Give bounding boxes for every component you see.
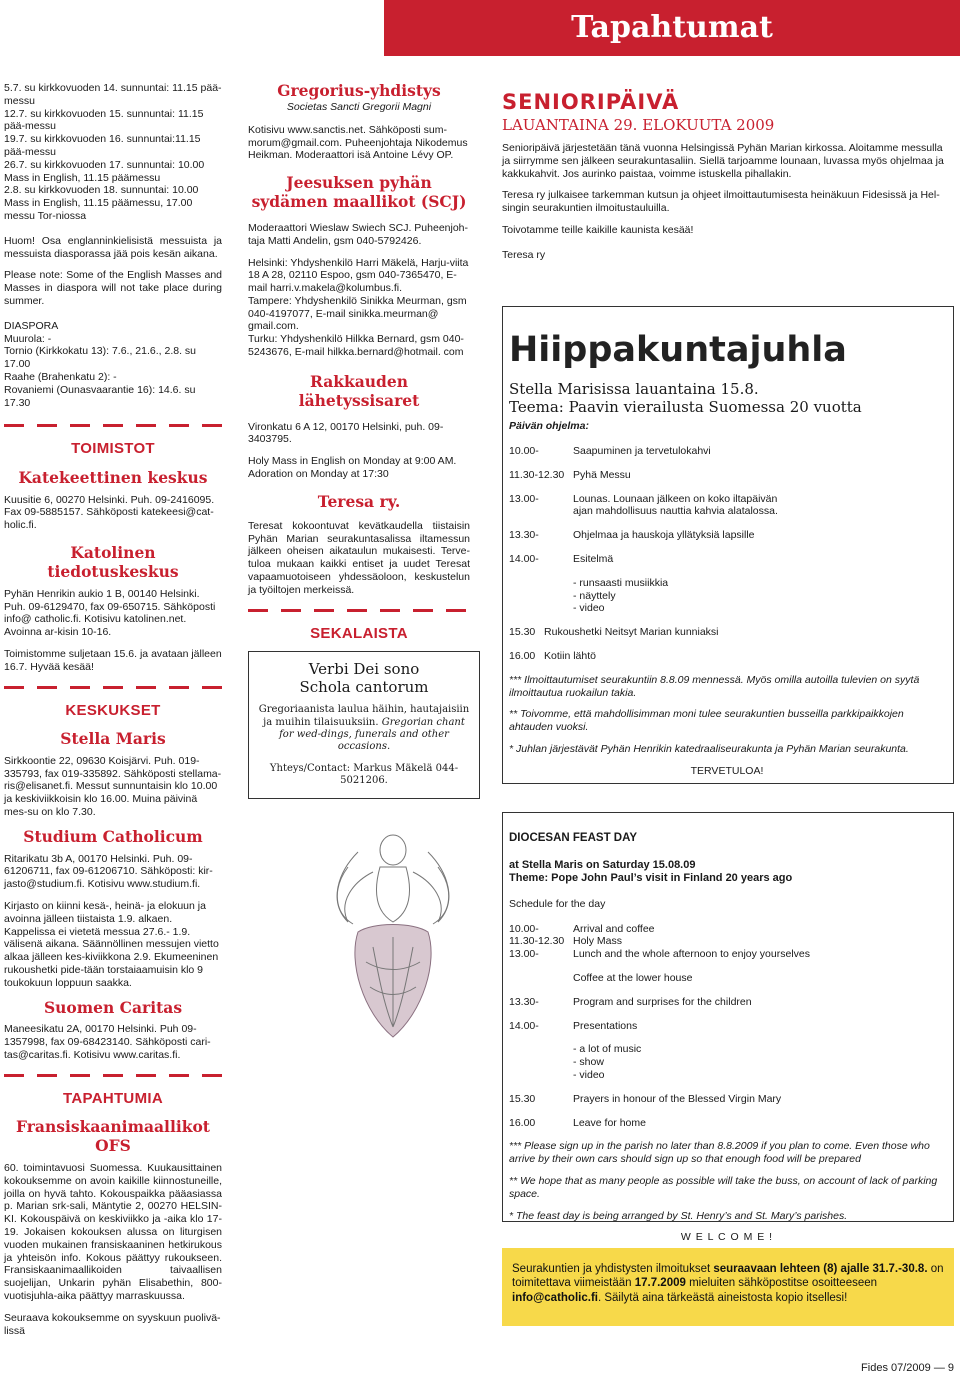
mass-item: 5.7. su kirkkovuoden 14. sunnuntai: 11.15 pää-messu [4,82,222,107]
senior-title: SENIORIPÄIVÄ [502,90,680,114]
list-item: - a lot of music [573,1043,642,1056]
heading-tiedotuskeskus: Katolinen tiedotuskeskus [47,542,179,581]
schedule-row: 10.00- Arrival and coffee [509,922,655,935]
holy-mass-text: Holy Mass in English on Monday at 9:00 AM. Adoration on Monday at 17:30 [248,455,457,481]
heading-katekeettinen: Katekeettinen keskus [18,467,208,487]
senior-signature: Teresa ry [502,248,546,261]
katekeettinen-text: Kuusitie 6, 00270 Helsinki. Puh. 09-2416095. Fax 09-5885157. Sähköposti katekeesi@cat-holic.fi. [4,493,215,532]
heading-studium: Studium Catholicum [23,826,203,846]
next-meeting-text: Seuraava kokouksemme on syyskuun puolivä-lissä [4,1311,221,1337]
choir-ad [248,651,480,799]
scj-helsinki: Helsinki: Yhdyshenkilö Harri Mäkelä, Harju-viita 18 A 28, 02110 Espoo, gsm 040-7365470, E-mail harri.v.makela@kolumbus.fi. [248,256,469,295]
divider [4,680,222,694]
scj-text: Moderaattori Wieslaw Swiech SCJ. Puheenjoh-taja Matti Andelin, gsm 040-5792426. [248,221,469,247]
schedule-row: 14.00- Presentations [509,1019,638,1032]
diaspora-item: Raahe (Brahenkatu 2): - [4,370,117,383]
divider [4,418,222,432]
scj-turku: Turku: Yhdyshenkilö Hilkka Bernard, gsm 040-5243676, E-mail hilkka.bernard@hotmail. com [248,333,464,359]
diocesan-feast-fi [502,306,954,784]
column-right [502,90,952,261]
schedule-row: 16.00 Leave for home [509,1116,646,1129]
page-footer: Fides 07/2009 — 9 [861,1362,954,1374]
diaspora-heading: DIASPORA [4,319,59,332]
choir-text-en: Gregorian chant for wed-dings, funerals and other occasions. [279,716,465,753]
diaspora-block [4,320,222,410]
dio-note: *** Please sign up in the parish no later than 8.8.2009 if you plan to come. Even those who arrive by their own cars should sign up so that enough food will be prepared [509,1140,930,1166]
submission-notice [502,1248,954,1326]
choir-contact: Yhteys/Contact: Markus Mäkelä 044-5021206. [269,763,459,787]
column-middle [248,82,470,799]
schedule-row: 15.30 Rukoushetki Neitsyt Marian kunniaksi [509,626,719,639]
caritas-text: Maneesikatu 2A, 00170 Helsinki. Puh 09-1357998, fax 09-68423140. Sähköposti cari-tas@caritas.fi. Kotisivu www.caritas.fi. [4,1023,211,1062]
choir-title: Schola cantorum [299,678,429,697]
notice-text: . Säilytä aina tärkeästä aineistosta kopio itsellesi! [597,1291,848,1304]
dio-schedule-heading: Schedule for the day [509,897,606,910]
notice-text: mieluiten sähköpostitse osoitteeseen [685,1277,878,1290]
heading-caritas: Suomen Caritas [43,997,183,1017]
notice-deadline: 17.7.2009 [634,1277,686,1290]
hiippa-theme: Teema: Paavin vierailusta Suomessa 20 vuotta [509,397,862,416]
list-item: - runsaasti musiikkia [573,576,669,589]
hiippa-note: ** Toivomme, että mahdollisimman moni tulee seurakuntien busseilla parkkipaikkojen ahtauden vuoksi. [509,708,904,734]
schedule-row: 13.30- Ohjelmaa ja hauskoja yllätyksiä lapsille [509,529,755,542]
list-item: - näyttely [573,589,616,602]
diocesan-feast-en [502,812,954,1244]
gregorius-subtitle: Societas Sancti Gregorii Magni [286,100,432,113]
section-heading-tapahtumia: TAPAHTUMIA [63,1089,163,1107]
schedule-list [509,577,945,615]
schedule-row: 13.30- Program and surprises for the children [509,995,752,1008]
list-item: - video [573,602,605,615]
mass-schedule [4,82,222,223]
schedule-row: 11.30-12.30 Holy Mass [509,935,623,948]
dio-title: DIOCESAN FEAST DAY [509,832,638,844]
senior-text: Toivotamme teille kaikille kaunista kesää! [502,223,694,236]
hiippa-subtitle: Stella Marisissa lauantaina 15.8. [509,379,759,398]
mass-item: 26.7. su kirkkovuoden 17. sunnuntai: 10.00 Mass in English, 11.15 päämessu [4,158,205,184]
divider [4,1068,222,1082]
section-heading-sekalaista: SEKALAISTA [310,624,408,642]
mass-item: 2.8. su kirkkovuoden 18. sunnuntai: 10.00 Mass in English, 11.15 päämessu, 17.00 messu Tor-niossa [4,184,199,222]
scj-tampere: Tampere: Yhdyshenkilö Sinikka Meurman, gsm 040-4197077, E-mail sinikka.meurman@ gmail.com. [248,294,467,333]
notice-text: on toimitettava viimeistään [512,1263,944,1290]
heading-ofs: Fransiskaanimaallikot OFS [16,1117,210,1156]
heading-gregorius: Gregorius-yhdistys [277,81,441,100]
hiippa-schedule [509,445,945,663]
kirjasto-text: Kirjasto on kiinni kesä-, heinä- ja elokuun ja avoinna jälleen tiistaista 1.9. alkaen. Kappelissa ei vietetä messua 27.6.- 1.9. välisenä aikana. Säännöllinen messujen vietto alkaa jälleen kes-kiviikkona 2.9. Ekumeeninen rukoushetki pide-tään torstaiaamuisin klo 9 toukokuun loppuun saakka. [4,900,219,989]
schedule-row: 10.00- Saapuminen ja tervetulokahvi [509,445,711,458]
list-item: - video [573,1069,605,1081]
schedule-row: 13.00- Lounas. Lounaan jälkeen on koko iltapäivän ajan mahdollisuus nauttia kahvia alatalossa. [509,492,778,518]
teresa-text: Teresat kokoontuvat kevätkaudella tiistaisin Pyhän Marian seurakuntasalissa iltamessun jälkeen oheisen aikataulun mukaisesti. Terve-tuloa mukaan kaikki entiset ja uudet Teresat vapaamuotoiseen yhdessäoloon, keskustelun ja työiltojen merkeissä. [248,519,470,596]
heading-scj: Jeesuksen pyhän sydämen maallikot (SCJ) [251,173,467,211]
schedule-row: 11.30-12.30 Pyhä Messu [509,468,631,481]
studium-text: Ritarikatu 3b A, 00170 Helsinki. Puh. 09-61206711, fax 09-61206710. Sähköposti: kir-jasto@studium.fi. Kotisivu www.studium.fi. [4,852,213,891]
gregorius-text: Kotisivu www.sanctis.net. Sähköposti sum-morum@gmail.com. Puheenjohtaja Nikodemus Heikman. Moderaattori isä Antoine Lévy OP. [248,123,468,162]
senior-text: Teresa ry julkaisee tarkemman kutsun ja ohjeet ilmoittautumisesta heinäkuun Fidesissä ja Hel-singin seurakuntien ilmoitustauluilla. [502,189,940,215]
hiippa-program-heading: Päivän ohjelma: [509,420,589,433]
section-heading-toimistot: TOIMISTOT [71,440,155,458]
column-left [4,82,222,1346]
schedule-row: 15.30 Prayers in honour of the Blessed Virgin Mary [509,1092,782,1105]
schedule-row: 13.00- Lunch and the whole afternoon to enjoy yourselves [509,948,810,961]
heading-stella-maris: Stella Maris [60,728,166,748]
dio-schedule [509,923,945,1130]
hiippa-note: *** Ilmoittautumiset seurakuntiin 8.8.09 mennessä. Myös omilla autoilla tulevien on syytä ilmoittautua ruokailun takia. [509,673,920,699]
hiippa-welcome: TERVETULOA! [690,764,764,777]
mass-item: 12.7. su kirkkovuoden 15. sunnuntai: 11.15 pää-messu [4,107,204,133]
angel-illustration [318,812,468,1042]
diaspora-item: Muurola: - [4,332,52,345]
notice-text-bold: seuraavaan lehteen (8) ajalle 31.7.-30.8. [713,1263,928,1275]
office-closed-text: Toimistomme suljetaan 15.6. ja avataan jälleen 16.7. Hyvää kesää! [4,647,222,673]
stella-maris-text: Sirkkoontie 22, 09630 Koisjärvi. Puh. 019-335793, fax 019-335892. Sähköposti stellama-ris@elisanet.fi. Messut sunnuntaisin klo 10.00 ja keskiviikkoisin klo 16.00. Muina päivinä mes-su on klo 7.30. [4,754,222,818]
dio-note: ** We hope that as many people as possible will take the buss, on account of lack of parking space. [509,1174,938,1200]
ofs-text: 60. toimintavuosi Suomessa. Kuukausittainen kokouksemme on avoin kaikille kiinnostuneille, joilla on hyvä tahto. Kokouspaikka pääasiassa p. Marian srk-sali, Mäntytie 2, 00270 HELSIN-KI. Kokouspäivä on keskiviikko ja -aika klo 17-19. Jokaisen kokouksen alussa on liturgisen vuoden mukainen fransiskaaninen hetkirukous ja yhteisön info. Kokous päättyy rukoukseen. Fransiskaanimaallikoiden taivaallisen suojelijan, Unkarin pyhän Elisabethin, 800-vuotisjuhla-aika päättyy marraskuussa. [4,1161,222,1302]
notice-text: Seurakuntien ja yhdistysten ilmoitukset [512,1263,714,1275]
choir-text: Gregoriaanista laulua häihin, hautajaisiin ja muihin tilaisuuksiin. [258,704,470,728]
section-heading-keskukset: KESKUKSET [65,701,161,719]
choir-title: Verbi Dei sono [308,659,420,678]
diaspora-item: Tornio (Kirkkokatu 13): 7.6., 21.6., 2.8. su 17.00 [4,345,197,371]
heading-teresa: Teresa ry. [317,491,401,511]
hiippa-title: Hiippakuntajuhla [509,330,847,370]
schedule-list [509,1043,945,1081]
hiippa-note: * Juhlan järjestävät Pyhän Henrikin katedraaliseurakunta ja Pyhän Marian seurakunta. [509,743,909,756]
schedule-row: Coffee at the lower house [573,972,693,985]
mass-item: 19.7. su kirkkovuoden 16. sunnuntai:11.15 pää-messu [4,133,201,158]
tiedotuskeskus-text: Pyhän Henrikin aukio 1 B, 00140 Helsinki. Puh. 09-6129470, fax 09-650715. Sähköposti info@ catholic.fi. Kotisivu katolinen.net. Avoinna ar-kisin 10-16. [4,587,216,639]
senior-text: Senioripäivä järjestetään tänä vuonna Helsingissä Pyhän Marian kirkossa. Aloitamme messulla ja siirrymme sen jälkeen seurakuntasaliin. Siellä tarjoamme lounaan, luvassa myös ohjelmaa ja kakkukahvit. Jos aurinko paistaa, voimme istuskella pihallakin. [502,141,944,180]
schedule-row: 14.00- Esitelmä [509,553,614,566]
schedule-row: 16.00 Kotiin lähtö [509,650,596,663]
list-item: - show [573,1056,604,1069]
huom-text: Huom! Osa englanninkielisistä messuista ja messuista diasporassa jää pois kesän aikana. [4,234,222,260]
diaspora-item: Rovaniemi (Ounasvaarantie 16): 14.6. su 17.30 [4,383,196,409]
rakkauden-text: Vironkatu 6 A 12, 00170 Helsinki, puh. 09-3403795. [248,420,444,446]
dio-note: * The feast day is being arranged by St. Henry’s and St. Mary’s parishes. [509,1209,848,1222]
senior-date: LAUANTAINA 29. ELOKUUTA 2009 [502,115,775,134]
dio-welcome: W E L C O M E ! [680,1231,774,1244]
page-title: Tapahtumat [571,9,773,45]
notice-email: info@catholic.fi [512,1291,598,1304]
dio-line: at Stella Maris on Saturday 15.08.09 [509,859,696,872]
dio-theme: Theme: Pope John Paul’s visit in Finland 20 years ago [509,872,793,885]
heading-rakkauden: Rakkauden lähetyssisaret [298,371,420,410]
please-note-text: Please note: Some of the English Masses and Masses in diaspora will not take place during summer. [4,269,222,307]
divider [248,603,470,617]
